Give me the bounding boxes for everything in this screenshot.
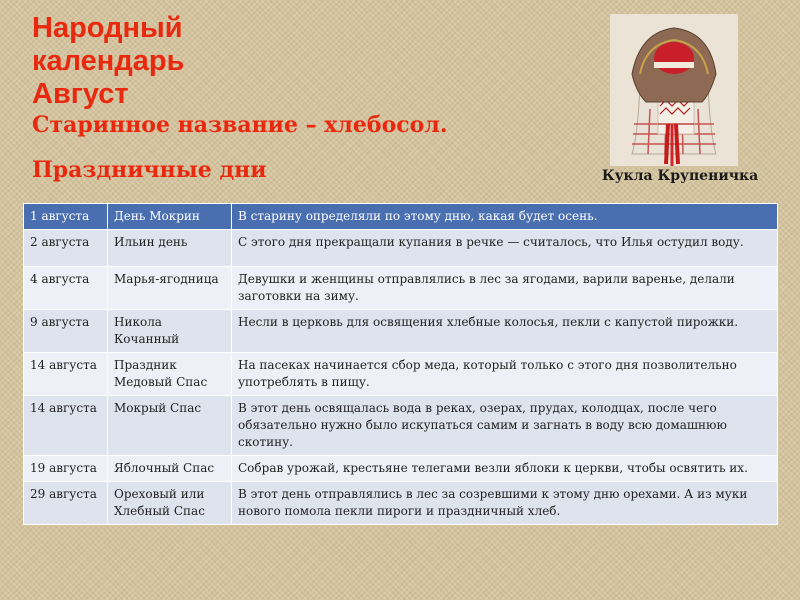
date-cell: 4 августа bbox=[24, 267, 108, 310]
header-date-cell: 1 августа bbox=[24, 204, 108, 230]
holiday-name-cell: Ильин день bbox=[108, 230, 232, 267]
table-row bbox=[24, 267, 778, 310]
holidays-table bbox=[23, 203, 778, 525]
doll-caption: Кукла Крупеничка bbox=[601, 168, 759, 184]
description-cell: Собрав урожай, крестьяне телегами везли яблоки к церкви, чтобы освятить их. bbox=[232, 456, 778, 482]
date-cell: 14 августа bbox=[24, 353, 108, 396]
date-cell: 9 августа bbox=[24, 310, 108, 353]
table-row bbox=[24, 482, 778, 525]
holiday-name-cell: Марья-ягодница bbox=[108, 267, 232, 310]
table-row bbox=[24, 396, 778, 456]
description-cell: Несли в церковь для освящения хлебные колосья, пекли с капустой пирожки. bbox=[232, 310, 778, 353]
old-name-subtitle: Старинное название – хлебосол. bbox=[32, 112, 448, 138]
header-name-cell: День Мокрин bbox=[108, 204, 232, 230]
table-row bbox=[24, 310, 778, 353]
title-line-3: Август bbox=[32, 78, 129, 110]
description-cell: В этот день освящалась вода в реках, озерах, прудах, колодцах, после чего обязательно нужно было искупаться самим и загнать в воду всю домашнюю скотину. bbox=[232, 396, 778, 456]
date-cell: 2 августа bbox=[24, 230, 108, 267]
title-line-1: Народный bbox=[32, 12, 183, 44]
description-cell: В этот день отправлялись в лес за созревшими к этому дню орехами. А из муки нового помола пекли пироги и праздничный хлеб. bbox=[232, 482, 778, 525]
date-cell: 29 августа bbox=[24, 482, 108, 525]
date-cell: 19 августа bbox=[24, 456, 108, 482]
table-header-row bbox=[24, 204, 778, 230]
holiday-name-cell: Мокрый Спас bbox=[108, 396, 232, 456]
holidays-heading: Праздничные дни bbox=[32, 157, 267, 183]
holiday-name-cell: Никола Кочанный bbox=[108, 310, 232, 353]
holiday-name-cell: Праздник Медовый Спас bbox=[108, 353, 232, 396]
header-description-cell: В старину определяли по этому дню, какая будет осень. bbox=[232, 204, 778, 230]
holiday-name-cell: Ореховый или Хлебный Спас bbox=[108, 482, 232, 525]
description-cell: На пасеках начинается сбор меда, который только с этого дня позволительно употреблять в пищу. bbox=[232, 353, 778, 396]
date-cell: 14 августа bbox=[24, 396, 108, 456]
doll-photo bbox=[610, 14, 738, 166]
holiday-name-cell: Яблочный Спас bbox=[108, 456, 232, 482]
description-cell: С этого дня прекращали купания в речке — считалось, что Илья остудил воду. bbox=[232, 230, 778, 267]
table-row bbox=[24, 353, 778, 396]
table-row bbox=[24, 456, 778, 482]
page-title bbox=[32, 12, 184, 111]
doll-illustration bbox=[610, 14, 738, 166]
title-line-2: календарь bbox=[32, 45, 185, 77]
table-row bbox=[24, 230, 778, 267]
description-cell: Девушки и женщины отправлялись в лес за ягодами, варили варенье, делали заготовки на зиму. bbox=[232, 267, 778, 310]
